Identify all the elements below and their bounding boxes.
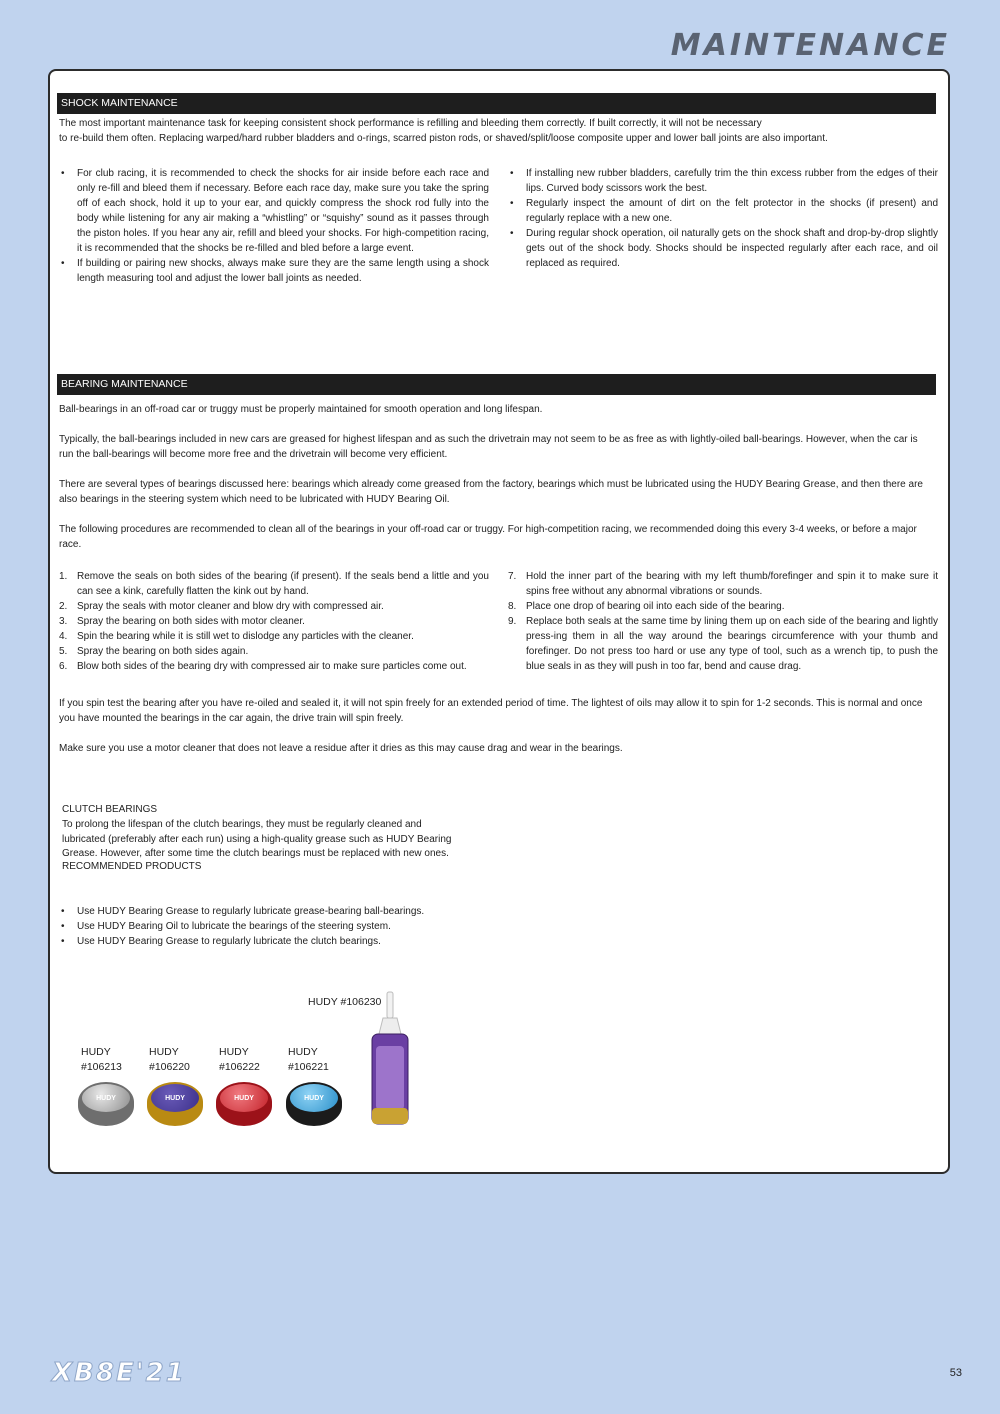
bearing-step: 4. Spin the bearing while it is still wet to dislodge any particles with the cleaner. — [59, 631, 414, 642]
bearing-maintenance-heading: BEARING MAINTENANCE — [57, 374, 936, 395]
shock-bullet: • Regularly inspect the amount of dirt on the felt protector in the shocks (if present) and regularly replace with a new one. — [508, 196, 938, 226]
grease-jar-image: HUDY — [147, 1082, 203, 1126]
product-bullet: • Use HUDY Bearing Grease to regularly lubricate grease-bearing ball-bearings. — [59, 904, 479, 919]
shock-intro — [59, 116, 934, 146]
recommended-products-heading: RECOMMENDED PRODUCTS — [62, 861, 202, 872]
bearing-paragraph-3: There are several types of bearings discussed here: bearings which already come greased from the factory, bearings which must be lubricated using the HUDY Bearing Grease, and then there are also bearings in the steering system which need to be lubricated with HUDY Bearing Oil. — [59, 479, 923, 505]
bearing-paragraph-5: If you spin test the bearing after you have re-oiled and sealed it, it will not spin freely for an extended period of time. The lightest of oils may allow it to spin for 1-2 seconds. This is normal and once you have mounted the bearings in the car again, the drive train will spin freely. — [59, 698, 923, 724]
shock-bullet: • If building or pairing new shocks, always make sure they are the same length using a shock length measuring tool and adjust the lower ball joints as needed. — [59, 256, 489, 286]
clutch-block — [62, 802, 462, 873]
bearing-step: 5. Spray the bearing on both sides again. — [59, 646, 249, 657]
shock-intro-line-1: The most important maintenance task for keeping consistent shock performance is refilling and bleeding them correctly. If built correctly, it will not be necessary — [59, 118, 762, 129]
bearing-paragraph-2: Typically, the ball-bearings included in new cars are greased for highest lifespan and as such the drivetrain may not seem to be as free as with lightly-oiled ball-bearings. However, when the car is run the ball-bearings will become more free and the drivetrain will become very efficient. — [59, 434, 918, 460]
clutch-heading: CLUTCH BEARINGS — [62, 804, 158, 815]
bearing-paragraph-6: Make sure you use a motor cleaner that does not leave a residue after it dries as this may cause drag and wear in the bearings. — [59, 743, 623, 754]
shock-right-column — [508, 166, 938, 271]
recommended-products-list — [59, 904, 479, 949]
grease-jar-image: HUDY — [216, 1082, 272, 1126]
clutch-line: Grease. However, after some time the clutch bearings must be replaced with new ones. — [62, 848, 449, 859]
page-section-title: MAINTENANCE — [670, 28, 950, 63]
clutch-line: lubricated (preferably after each run) using a high-quality grease such as HUDY Bearing — [62, 834, 452, 845]
product-bullet: • Use HUDY Bearing Oil to lubricate the bearings of the steering system. — [59, 919, 479, 934]
jar-label-3: HUDY #106222 — [219, 1046, 260, 1073]
shock-maintenance-heading: SHOCK MAINTENANCE — [57, 93, 936, 114]
jar-label-4: HUDY #106221 — [288, 1046, 329, 1073]
jar-label-1: HUDY #106213 — [81, 1046, 122, 1073]
clutch-line: To prolong the lifespan of the clutch bearings, they must be regularly cleaned and — [62, 819, 422, 830]
bearing-steps-right — [508, 569, 938, 674]
shock-intro-line-2: to re-build them often. Replacing warped/hard rubber bladders and o-rings, scarred piston rods, or shaved/split/loose composite upper and lower ball joints are also important. — [59, 133, 828, 144]
bearing-steps-left — [59, 569, 489, 674]
bearing-paragraph-1: Ball-bearings in an off-road car or truggy must be properly maintained for smooth operation and long lifespan. — [59, 404, 543, 415]
bearing-step: 9. Replace both seals at the same time by lining them up on each side of the bearing and lightly press-ing them in all the way around the bearings circumference with your thumb and forefinger. Do not press too hard or use any type of tool, such as a wrench tip, to push the blue seals in as they will push in too far, bend and cause drag. — [508, 616, 938, 672]
bearing-step: 8. Place one drop of bearing oil into each side of the bearing. — [508, 601, 785, 612]
bearing-step: 1. Remove the seals on both sides of the bearing (if present). If the seals bend a little and you can see a kink, carefully flatten the kink out by hand. — [59, 571, 489, 597]
shock-bullet: • For club racing, it is recommended to check the shocks for air inside before each race and only re-fill and bleed them if necessary. Before each race day, make sure you take the spring off of each shock, hold it up to your ear, and quickly compress the shock rod fully into the body while listening for any air making a “whistling” or “squishy” sound as it passes through the piston holes. If you hear any air, refill and bleed your shocks. For high-competition racing, it is recommended that the shocks be re-filled and bled before a large event. — [59, 166, 489, 256]
oil-product-label: HUDY #106230 — [308, 996, 382, 1008]
shock-left-column — [59, 166, 489, 286]
page-number: 53 — [949, 1367, 962, 1379]
bearing-step: 3. Spray the bearing on both sides with motor cleaner. — [59, 616, 305, 627]
shock-bullet: • If installing new rubber bladders, carefully trim the thin excess rubber from the edges of their lips. Curved body scissors work the best. — [508, 166, 938, 196]
bearing-step: 6. Blow both sides of the bearing dry with compressed air to make sure particles come out. — [59, 661, 467, 672]
product-bullet: • Use HUDY Bearing Grease to regularly lubricate the clutch bearings. — [59, 934, 479, 949]
shock-bullet: • During regular shock operation, oil naturally gets on the shock shaft and drop-by-drop slightly gets out of the shock body. Shocks should be inspected regularly after each race, and oil replaced as required. — [508, 226, 938, 271]
bearing-step: 7. Hold the inner part of the bearing with my left thumb/forefinger and spin it to make sure it spins free without any abnormal vibrations or sounds. — [508, 571, 938, 597]
grease-jar-image: HUDY — [286, 1082, 342, 1126]
oil-bottle-image — [366, 990, 416, 1130]
bearing-paragraph-4: The following procedures are recommended to clean all of the bearings in your off-road car or truggy. For high-competition racing, we recommended doing this every 3-4 weeks, or before a major race. — [59, 524, 917, 550]
product-logo: XB8E'21 — [52, 1358, 186, 1388]
jar-label-2: HUDY #106220 — [149, 1046, 190, 1073]
grease-jar-image: HUDY — [78, 1082, 134, 1126]
bearing-step: 2. Spray the seals with motor cleaner and blow dry with compressed air. — [59, 601, 384, 612]
